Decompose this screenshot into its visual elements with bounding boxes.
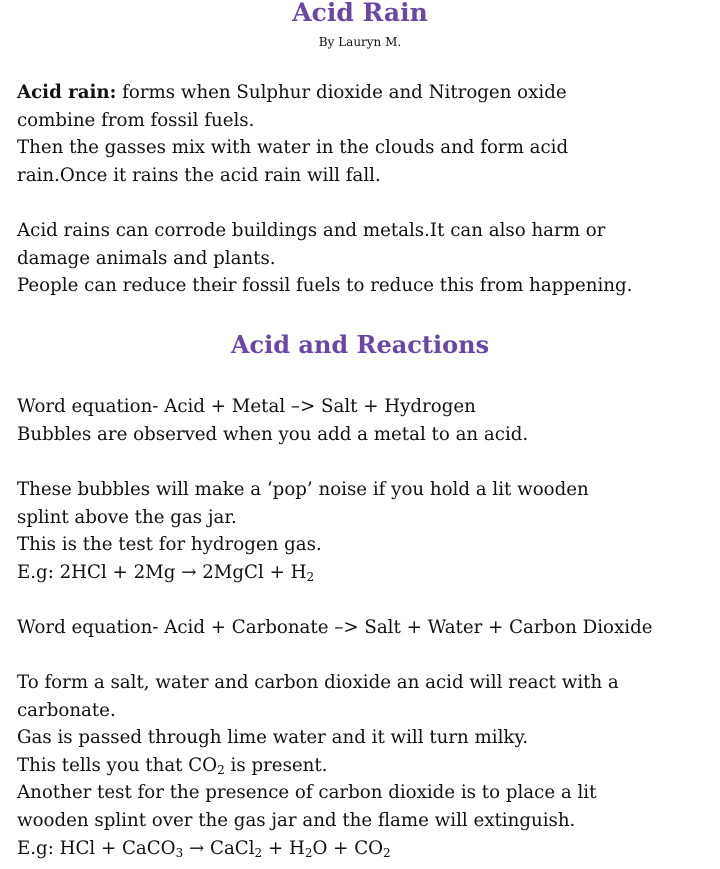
hydrogen-test-paragraph: [17, 476, 717, 586]
acid-rain-effects-paragraph: [17, 217, 717, 300]
text-line: To form a salt, water and carbon dioxide an acid will react with a: [17, 672, 619, 693]
text-line: wooden splint over the gas jar and the flame will extinguish.: [17, 809, 576, 831]
author-byline: By Lauryn M.: [318, 35, 402, 49]
text-line: Acid rains can corrode buildings and metals.It can also harm or: [17, 220, 606, 241]
subscript: 2: [383, 845, 391, 860]
term-acid-rain: Acid rain:: [17, 82, 117, 103]
text-line: rain.Once it rains the acid rain will fall.: [17, 164, 381, 186]
text-line: Another test for the presence of carbon dioxide is to place a lit: [17, 782, 597, 804]
text-line: Bubbles are observed when you add a metal to an acid.: [17, 423, 529, 445]
equation-text: E.g: 2HCl + 2Mg → 2MgCl + H: [17, 561, 307, 583]
text-line: [17, 752, 717, 780]
equation-text: → CaCl: [183, 837, 255, 859]
section-heading-acid-reactions: Acid and Reactions: [230, 330, 490, 359]
line-text: is present.: [224, 754, 328, 776]
text-line: [17, 79, 717, 107]
line-text: This tells you that CO: [17, 754, 218, 776]
definition-text: forms when Sulphur dioxide and Nitrogen oxide: [116, 82, 567, 103]
page-title: Acid Rain: [292, 0, 428, 27]
text-line: Then the gasses mix with water in the clouds and form acid: [17, 137, 569, 159]
equation-text: E.g: HCl + CaCO: [17, 837, 176, 859]
text-line: This is the test for hydrogen gas.: [17, 534, 322, 556]
word-equation-line: Word equation- Acid + Metal –> Salt + Hydrogen: [17, 396, 476, 417]
subscript: 2: [217, 762, 225, 777]
carbonate-equation-paragraph: [17, 614, 717, 642]
equation-text: + H: [262, 837, 305, 859]
text-line: splint above the gas jar.: [17, 506, 237, 528]
text-line: carbonate.: [17, 699, 116, 721]
metal-reaction-paragraph: [17, 393, 717, 448]
equation-text: O + CO: [312, 837, 384, 859]
chemical-equation-line: [17, 559, 717, 587]
subscript: 2: [254, 845, 263, 860]
text-line: These bubbles will make a ‘pop’ noise if you hold a lit wooden: [17, 479, 589, 500]
chemical-equation-line: [17, 835, 717, 863]
carbon-dioxide-test-paragraph: [17, 669, 717, 862]
subscript: 2: [306, 569, 315, 584]
subscript: 3: [175, 845, 184, 860]
acid-rain-definition-paragraph: [17, 79, 717, 189]
text-line: combine from fossil fuels.: [17, 109, 255, 131]
text-line: People can reduce their fossil fuels to reduce this from happening.: [17, 275, 633, 297]
text-line: damage animals and plants.: [17, 247, 276, 269]
word-equation-line: Word equation- Acid + Carbonate –> Salt + Water + Carbon Dioxide: [17, 617, 653, 638]
subscript: 2: [304, 845, 313, 860]
text-line: Gas is passed through lime water and it will turn milky.: [17, 727, 529, 749]
